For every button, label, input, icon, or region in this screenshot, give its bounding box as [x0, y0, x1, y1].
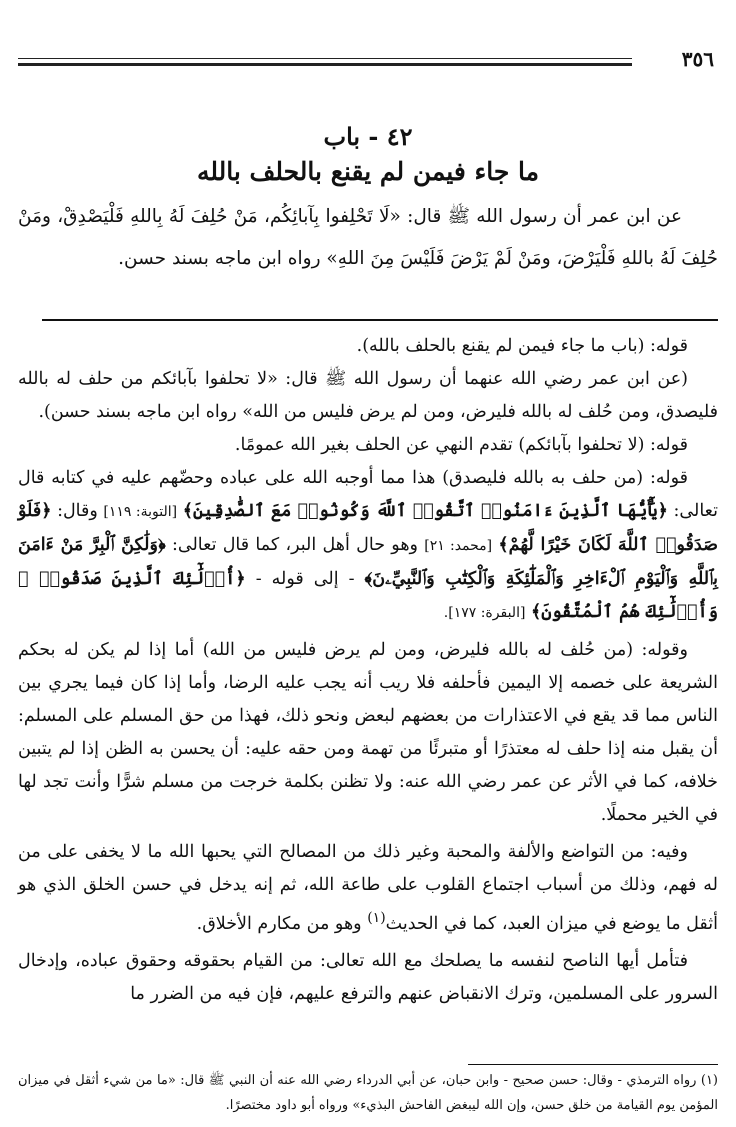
page-number: ٣٥٦ — [672, 44, 714, 74]
commentary-paragraph-4 — [18, 462, 718, 630]
quran-verse: ﴿فَلَوْ صَدَقُوا۟ ٱللَّهَ لَكَانَ خَيْرًا لَّهُمْ﴾ — [18, 501, 718, 555]
footnote-divider — [468, 1064, 718, 1065]
footnote-marker: (١) — [367, 910, 386, 926]
commentary-paragraph-3: قوله: (لا تحلفوا بآبائكم) تقدم النهي عن الحلف بغير الله عمومًا. — [234, 435, 688, 455]
verse-reference: [التوبة: ١١٩] — [103, 504, 178, 520]
verse-reference: [محمد: ٢١] — [424, 538, 493, 554]
chapter-number: ٤٢ - باب — [323, 122, 413, 151]
quran-verse: ﴿يَٰٓأَيُّهَا ٱلَّذِينَ ءَامَنُوا۟ ٱتَّقُوا۟ ٱللَّهَ وَكُونُوا۟ مَعَ ٱلصَّٰدِقِينَ﴾ — [182, 501, 668, 521]
paragraph-text: وهو حال أهل البر، كما قال تعالى: — [171, 535, 419, 555]
commentary-paragraph-7: فتأمل أيها الناصح لنفسه ما يصلحك مع الله تعالى: من القيام بحقوقه وحقوق عباده، وإدخال السرور على المسلمين، وترك الانقباض عنهم والترفع عليهم، فإن فيه من الضرر ما — [18, 950, 718, 1004]
commentary-paragraph-1: قوله: (باب ما جاء فيمن لم يقنع بالحلف بالله). — [356, 336, 688, 356]
verse-reference: [البقرة: ١٧٧]. — [443, 605, 526, 621]
chapter-title: ما جاء فيمن لم يقنع بالحلف بالله — [196, 157, 540, 186]
paragraph-text: وفيه: من التواضع والألفة والمحبة وغير ذلك من المصالح التي يحبها الله ما لا يخفى على من له فهم، وذلك من أسباب اجتماع القلوب على طاعة الله، ثم إنه يدخل في حسن الخلق الذي هو أثقل ما يوضع في ميزان العبد، كما في الحديث — [18, 842, 718, 934]
quran-verse: ﴿وَلَٰكِنَّ ٱلْبِرَّ مَنْ ءَامَنَ بِٱللَّهِ وَٱلْيَوْمِ ٱلْءَاخِرِ وَٱلْمَلَٰٓئِكَةِ وَٱلْكِتَٰبِ وَٱلنَّبِيِّۦنَ﴾ — [18, 535, 718, 589]
paragraph-text: قوله: (من حلف به بالله فليصدق) هذا مما أوجبه الله على عباده وحضّهم عليه في كتابه قال تعالى: — [18, 468, 718, 521]
section-divider — [42, 319, 718, 321]
commentary-paragraph-6 — [18, 836, 718, 941]
chapter-heading — [18, 120, 718, 190]
paragraph-text: - إلى قوله - — [255, 569, 355, 589]
book-page — [18, 0, 718, 1127]
commentary-paragraph-2: (عن ابن عمر رضي الله عنهما أن رسول الله ﷺ قال: «لا تحلفوا بآبائكم من حلف له بالله فليصدق، ومن حُلف له بالله فليرض، ومن لم يرض فليس من الله» رواه ابن ماجه بسند حسن). — [18, 369, 718, 422]
paragraph-text: وهو من مكارم الأخلاق. — [196, 913, 368, 934]
commentary — [18, 330, 718, 1015]
hadith-text: عن ابن عمر أن رسول الله ﷺ قال: «لَا تَحْلِفوا بِآبائِكُم، مَنْ حُلِفَ لَهُ بِاللهِ فَلْيَصْدِقْ، ومَنْ حُلِفَ لَهُ باللهِ فَلْيَرْضَ، ومَنْ لَمْ يَرْضَ فَلَيْسَ مِنَ اللهِ» رواه ابن ماجه بسند حسن. — [18, 206, 718, 269]
paragraph-text: وقال: — [57, 501, 98, 521]
header-rule-thick — [18, 63, 632, 66]
footnote-1: (١) رواه الترمذي - وقال: حسن صحيح - وابن حبان، عن أبي الدرداء رضي الله عنه أن النبي ﷺ قال: «ما من شيء أثقل في ميزان المؤمن يوم القيامة من خلق حسن، وإن الله ليبغض الفاحش البذيء» ورواه أبو داود مختصرًا. — [18, 1073, 718, 1113]
commentary-paragraph-5: وقوله: (من حُلف له بالله فليرض، ومن لم يرض فليس من الله) أما إذا لم يكن له بحكم الشريعة على خصمه إلا اليمين فأحلفه فلا ريب أنه يجب عليه الرضا، وأما إذا كان فيما يجري بين الناس مما قد يقع في الاعتذارات من بعضهم لبعض ونحو ذلك، فهذا من حق المسلم على المسلم: أن يقبل منه إذا حلف له معتذرًا أو متبرئًا من تهمة ومن حقه عليه: أن يحسن به الظن إذا لم يتبين خلافه، كما في الأثر عن عمر رضي الله عنه: ولا تظنن بكلمة خرجت من مسلم شرًّا وأنت تجد لها في الخير محملًا. — [18, 640, 718, 825]
header-rule — [18, 58, 632, 59]
quran-verse: ﴿أُو۟لَٰٓئِكَ ٱلَّذِينَ صَدَقُوا۟ ۖ وَأُو۟لَٰٓئِكَ هُمُ ٱلْمُتَّقُونَ﴾ — [18, 569, 718, 622]
page-header — [18, 44, 718, 74]
